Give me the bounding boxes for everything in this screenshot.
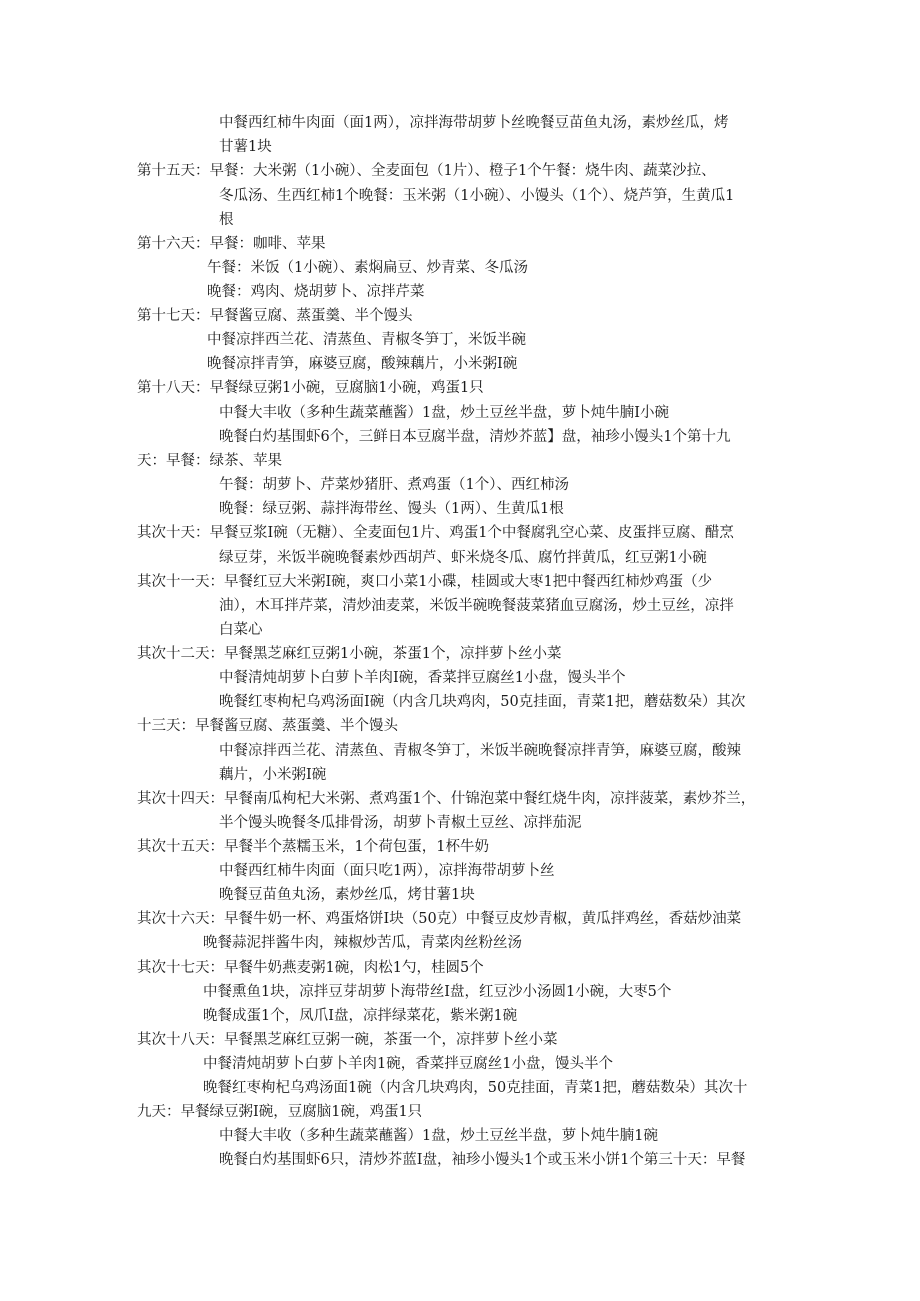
text-line: 其次十七天：早餐牛奶燕麦粥1碗，肉松1勺，桂圆5个 [137,960,484,976]
text-line: 天：早餐：绿茶、苹果 [137,453,282,469]
text-line: 晚餐红枣枸杞乌鸡汤面1碗（内含几块鸡肉，50克挂面，青菜1把，蘑菇数朵）其次十 [203,1080,748,1096]
text-line: 中餐西红柿牛肉面（面1两），凉拌海带胡萝卜丝晚餐豆苗鱼丸汤，素炒丝瓜，烤 [219,115,729,131]
text-line: 油），木耳拌芹菜，清炒油麦菜，米饭半碗晚餐菠菜猪血豆腐汤，炒土豆丝，凉拌 [219,598,734,614]
text-line: 其次十八天：早餐黑芝麻红豆粥一碗，茶蛋一个，凉拌萝卜丝小菜 [137,1032,558,1048]
text-line: 第十五天：早餐：大米粥（1小碗）、全麦面包（1片）、橙子1个午餐：烧牛肉、蔬菜沙拉、 [137,163,716,179]
text-line: 第十八天：早餐绿豆粥1小碗，豆腐脑1小碗，鸡蛋1只 [137,380,484,396]
text-line: 十三天：早餐酱豆腐、蒸蛋羹、半个馒头 [137,718,398,734]
text-line: 中餐凉拌西兰花、清蒸鱼、青椒冬笋丁，米饭半碗 [207,332,526,348]
text-line: 中餐大丰收（多种生蔬菜蘸酱）1盘，炒土豆丝半盘，萝卜炖牛腩I小碗 [219,405,669,421]
text-line: 中餐熏鱼1块，凉拌豆芽胡萝卜海带丝I盘，红豆沙小汤圆1小碗，大枣5个 [203,984,672,1000]
text-line: 晚餐成蛋1个，凤爪I盘，凉拌绿菜花，紫米粥1碗 [203,1008,518,1024]
text-line: 其次十一天：早餐红豆大米粥I碗，爽口小菜1小碟，桂圆或大枣1把中餐西红柿炒鸡蛋（少 [137,574,713,590]
text-line: 其次十六天：早餐牛奶一杯、鸡蛋烙饼I块（50克）中餐豆皮炒青椒，黄瓜拌鸡丝，香菇炒油菜 [137,911,742,927]
text-line: 冬瓜汤、生西红柿1个晚餐：玉米粥（1小碗）、小馒头（1个）、烧芦笋，生黄瓜1 [219,188,735,204]
text-line: 中餐凉拌西兰花、清蒸鱼、青椒冬笋丁，米饭半碗晚餐凉拌青笋，麻婆豆腐，酸辣 [219,743,741,759]
text-line: 第十七天：早餐酱豆腐、蒸蛋羹、半个馒头 [137,308,413,324]
text-line: 中餐清炖胡萝卜白萝卜羊肉I碗，香菜拌豆腐丝1小盘，馒头半个 [219,670,626,686]
text-line: 中餐西红柿牛肉面（面只吃1两），凉拌海带胡萝卜丝 [219,863,555,879]
text-line: 晚餐红枣枸杞乌鸡汤面I碗（内含几块鸡肉，50克挂面，青菜1把，蘑菇数朵）其次 [219,694,746,710]
text-line: 甘薯1块 [219,139,272,155]
text-line: 午餐：胡萝卜、芹菜炒猪肝、煮鸡蛋（1个）、西红柿汤 [219,477,569,493]
text-line: 晚餐凉拌青笋，麻婆豆腐，酸辣藕片，小米粥I碗 [207,356,518,372]
text-line: 晚餐：鸡肉、烧胡萝卜、凉拌芹菜 [207,284,425,300]
text-line: 晚餐蒜泥拌酱牛肉，辣椒炒苦瓜，青菜肉丝粉丝汤 [203,935,522,951]
text-line: 半个馒头晚餐冬瓜排骨汤，胡萝卜青椒土豆丝、凉拌茄泥 [219,815,582,831]
text-line: 中餐清炖胡萝卜白萝卜羊肉1碗，香菜拌豆腐丝1小盘，馒头半个 [203,1056,613,1072]
text-line: 晚餐：绿豆粥、蒜拌海带丝、馒头（1两）、生黄瓜1根 [219,501,564,517]
text-line: 晚餐白灼基围虾6个，三鲜日本豆腐半盘，清炒芥蓝】盘，袖珍小馒头1个第十九 [219,429,731,445]
text-line: 午餐：米饭（1小碗）、素焖扁豆、炒青菜、冬瓜汤 [207,260,528,276]
text-line: 其次十五天：早餐半个蒸糯玉米，1个荷包蛋，1杯牛奶 [137,839,489,855]
text-line: 晚餐白灼基围虾6只，清炒芥蓝I盘，袖珍小馒头1个或玉米小饼1个第三十天：早餐 [219,1152,746,1168]
text-line: 藕片，小米粥I碗 [219,767,327,783]
text-line: 绿豆芽，米饭半碗晚餐素炒西胡芦、虾米烧冬瓜、腐竹拌黄瓜，红豆粥1小碗 [219,550,707,566]
text-line: 根 [219,212,234,228]
text-line: 其次十天：早餐豆浆I碗（无糖）、全麦面包1片、鸡蛋1个中餐腐乳空心菜、皮蛋拌豆腐、醋烹 [137,525,734,541]
text-line: 其次十四天：早餐南瓜枸杞大米粥、煮鸡蛋1个、什锦泡菜中餐红烧牛肉，凉拌菠菜，素炒芥兰， [137,791,756,807]
text-line: 晚餐豆苗鱼丸汤，素炒丝瓜，烤甘薯1块 [219,887,475,903]
text-line: 中餐大丰收（多种生蔬菜蘸酱）1盘，炒土豆丝半盘，萝卜炖牛腩1碗 [219,1128,658,1144]
text-line: 白菜心 [219,622,263,638]
text-line: 其次十二天：早餐黑芝麻红豆粥1小碗，茶蛋1个，凉拌萝卜丝小菜 [137,646,562,662]
text-line: 第十六天：早餐：咖啡、苹果 [137,236,326,252]
text-line: 九天：早餐绿豆粥I碗，豆腐脑1碗，鸡蛋1只 [137,1104,423,1120]
